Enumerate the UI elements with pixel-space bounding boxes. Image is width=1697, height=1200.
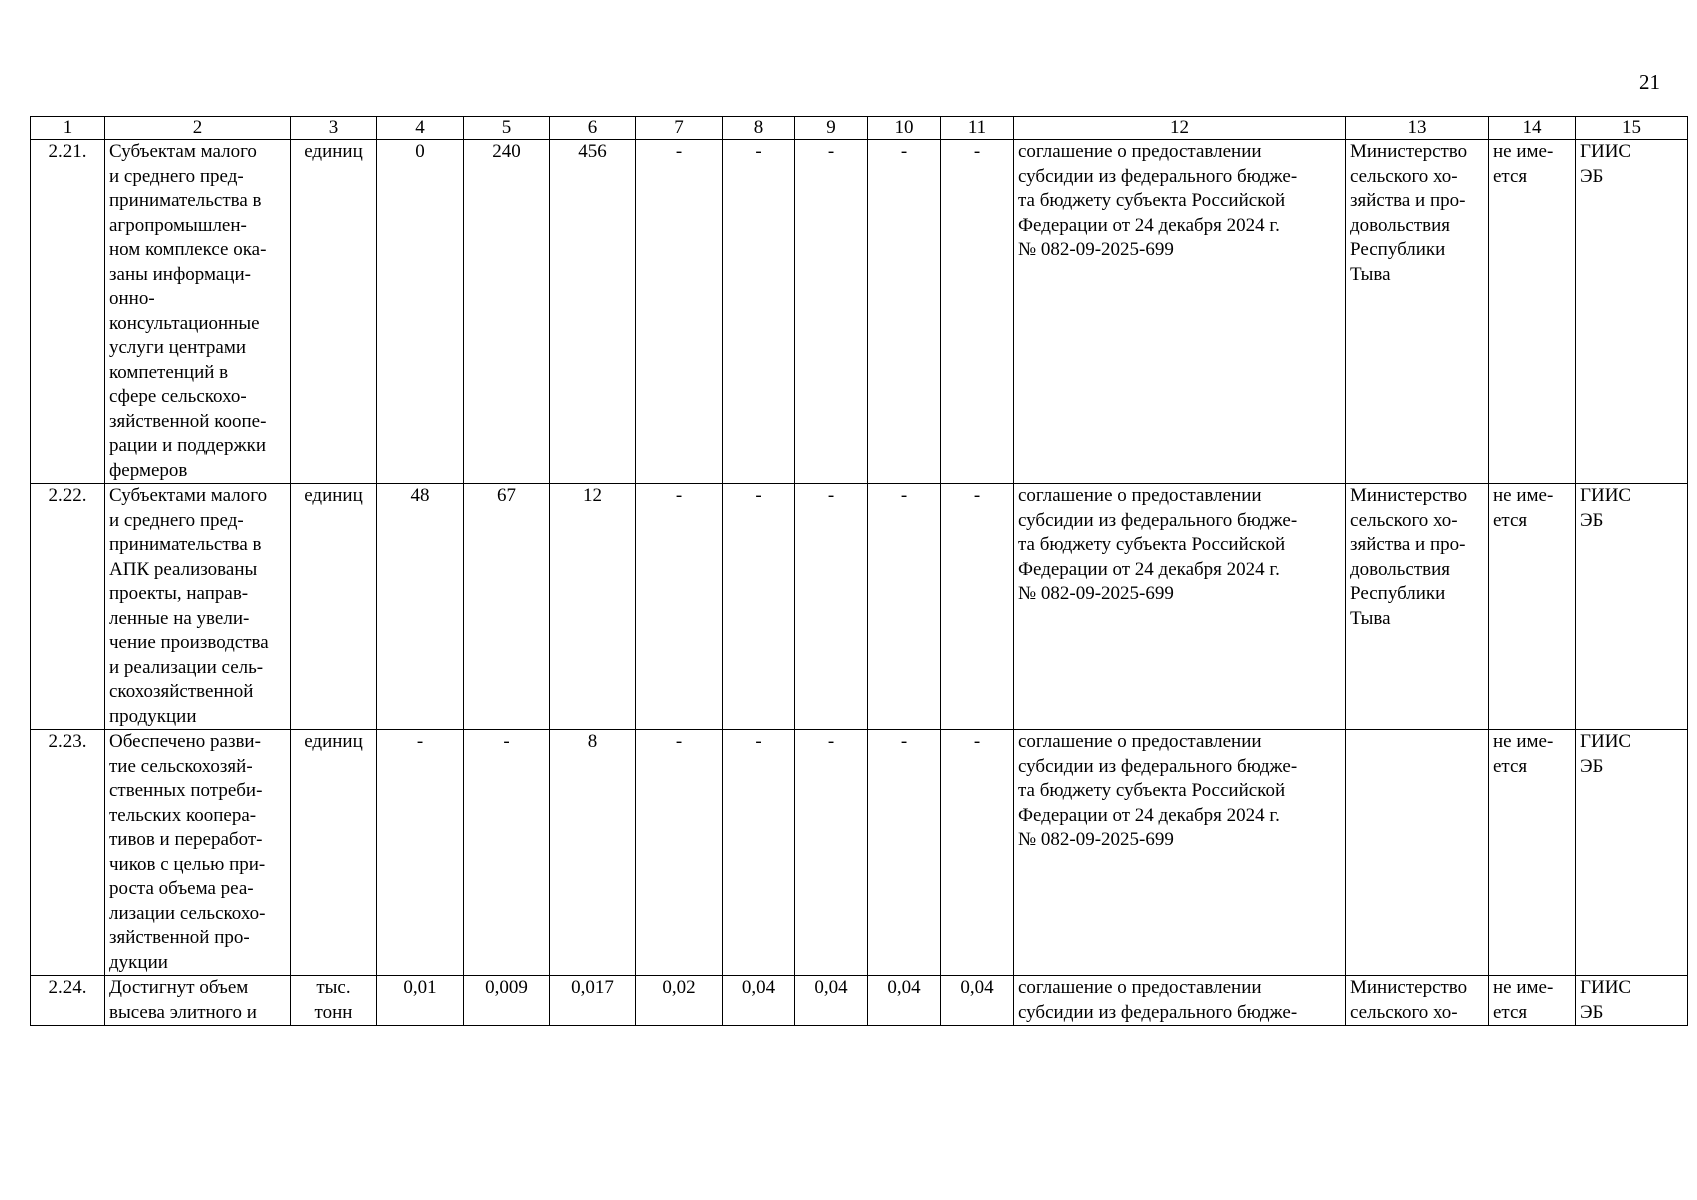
column-15-cell: ГИИС ЭБ [1576,976,1688,1026]
unit-cell: единиц [291,140,377,484]
value-cell: - [723,484,795,730]
document-cell: соглашение о предоставлении субсидии из федерального бюдже- та бюджету субъекта Российской Федерации от 24 декабря 2024 г. № 082-09-2025-699 [1014,140,1346,484]
row-number: 2.22. [31,484,105,730]
value-cell: 0,02 [636,976,723,1026]
value-cell: - [636,730,723,976]
indicator-name: Субъектам малого и среднего пред- принимательства в агропромышлен- ном комплексе ока- заны информаци- онно- консультационные услуги центрами компетенций в сфере сельскохо- зяйственной коопе- рации и поддержки фермеров [105,140,291,484]
indicator-name: Достигнут объем высева элитного и [105,976,291,1026]
value-cell: 0,017 [550,976,636,1026]
value-cell: 67 [464,484,550,730]
column-15-cell: ГИИС ЭБ [1576,730,1688,976]
header-cell: 9 [795,117,868,140]
value-cell: - [868,730,941,976]
header-cell: 4 [377,117,464,140]
column-14-cell: не име- ется [1489,140,1576,484]
column-14-cell: не име- ется [1489,730,1576,976]
responsible-cell: Министерство сельского хо- зяйства и про- довольствия Республики Тыва [1346,484,1489,730]
table-row [31,484,1688,730]
unit-cell: единиц [291,730,377,976]
indicator-table [30,116,1688,1026]
header-cell: 2 [105,117,291,140]
table-row [31,140,1688,484]
value-cell: 0,04 [795,976,868,1026]
value-cell: 456 [550,140,636,484]
value-cell: 12 [550,484,636,730]
value-cell: - [377,730,464,976]
value-cell: - [941,730,1014,976]
value-cell: 8 [550,730,636,976]
value-cell: - [636,484,723,730]
column-number-row [31,117,1688,140]
header-cell: 5 [464,117,550,140]
column-14-cell: не име- ется [1489,976,1576,1026]
value-cell: 0,04 [941,976,1014,1026]
value-cell: - [795,730,868,976]
header-cell: 14 [1489,117,1576,140]
value-cell: 0,009 [464,976,550,1026]
header-cell: 8 [723,117,795,140]
indicator-name: Обеспечено разви- тие сельскохозяй- ственных потреби- тельских коопера- тивов и переработ- чиков с целью при- роста объема реа- лизации сельскохо- зяйственной про- дукции [105,730,291,976]
document-cell: соглашение о предоставлении субсидии из федерального бюдже- та бюджету субъекта Российской Федерации от 24 декабря 2024 г. № 082-09-2025-699 [1014,484,1346,730]
value-cell: 0,01 [377,976,464,1026]
row-number: 2.23. [31,730,105,976]
value-cell: 0,04 [868,976,941,1026]
value-cell: - [464,730,550,976]
header-cell: 15 [1576,117,1688,140]
document-cell: соглашение о предоставлении субсидии из федерального бюдже- та бюджету субъекта Российской Федерации от 24 декабря 2024 г. № 082-09-2025-699 [1014,730,1346,976]
header-cell: 1 [31,117,105,140]
column-15-cell: ГИИС ЭБ [1576,484,1688,730]
unit-cell: единиц [291,484,377,730]
responsible-cell: Министерство сельского хо- зяйства и про- довольствия Республики Тыва [1346,140,1489,484]
unit-cell: тыс. тонн [291,976,377,1026]
column-15-cell: ГИИС ЭБ [1576,140,1688,484]
value-cell: - [941,140,1014,484]
value-cell: - [636,140,723,484]
column-14-cell: не име- ется [1489,484,1576,730]
value-cell: - [868,140,941,484]
value-cell: 240 [464,140,550,484]
row-number: 2.21. [31,140,105,484]
value-cell: - [723,730,795,976]
value-cell: - [941,484,1014,730]
table-row [31,976,1688,1026]
header-cell: 12 [1014,117,1346,140]
header-cell: 3 [291,117,377,140]
value-cell: - [868,484,941,730]
value-cell: 0 [377,140,464,484]
header-cell: 13 [1346,117,1489,140]
indicator-name: Субъектами малого и среднего пред- принимательства в АПК реализованы проекты, направ- ленные на увели- чение производства и реализации сель- скохозяйственной продукции [105,484,291,730]
value-cell: - [723,140,795,484]
value-cell: 0,04 [723,976,795,1026]
page-number: 21 [1639,70,1660,94]
responsible-cell [1346,730,1489,976]
header-cell: 6 [550,117,636,140]
document-cell: соглашение о предоставлении субсидии из федерального бюдже- [1014,976,1346,1026]
header-cell: 10 [868,117,941,140]
value-cell: - [795,484,868,730]
responsible-cell: Министерство сельского хо- [1346,976,1489,1026]
header-cell: 11 [941,117,1014,140]
table-row [31,730,1688,976]
row-number: 2.24. [31,976,105,1026]
value-cell: 48 [377,484,464,730]
value-cell: - [795,140,868,484]
header-cell: 7 [636,117,723,140]
